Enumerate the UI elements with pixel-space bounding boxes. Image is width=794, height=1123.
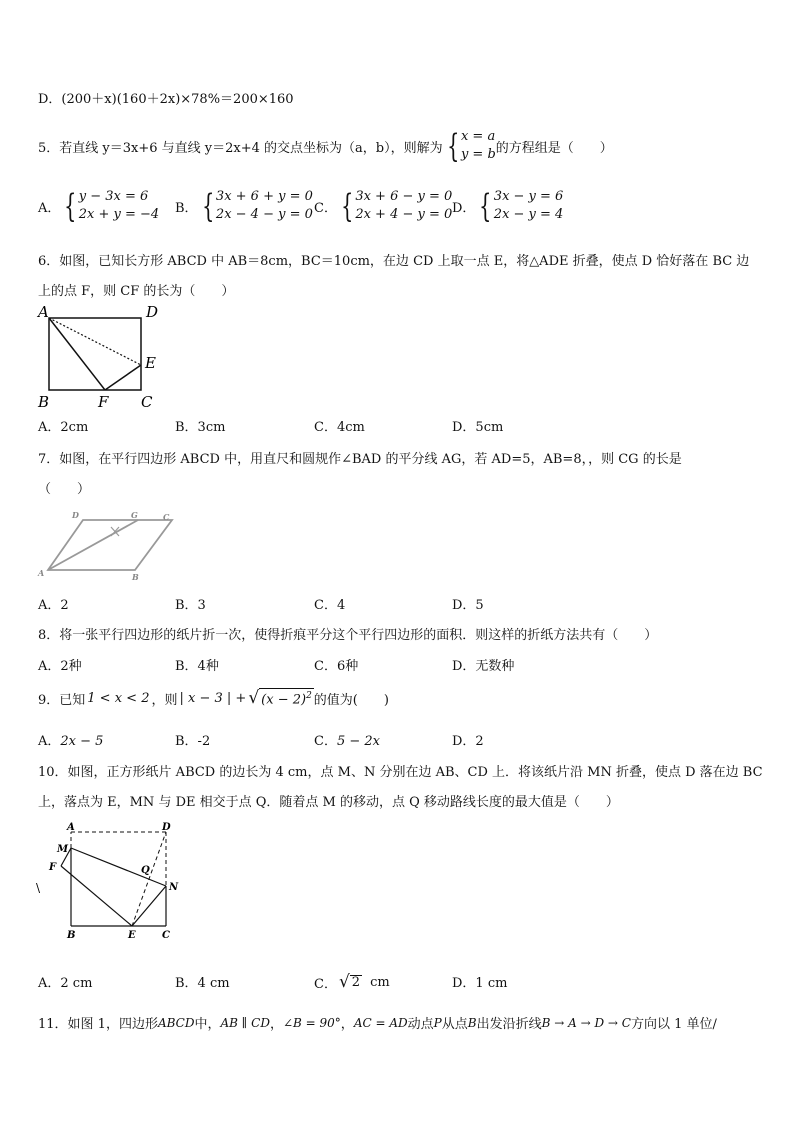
question-6-stem-line1: 6．如图，已知长方形 ABCD 中 AB＝8cm，BC＝10cm，在边 CD 上取一点 E，将△ADE 折叠，使点 D 恰好落在 BC 边 [38,254,750,269]
q11-condition-equal: AC = AD [353,1015,408,1030]
q7-parallelogram-figure [35,506,185,586]
q11-quad-abcd: ABCD [157,1015,195,1030]
q7-option-c: C．4 [314,598,346,613]
q9-condition: 1 < x < 2 [87,690,150,706]
q7-label-d: D [72,510,79,520]
question-7-stem-line2: （ ） [38,482,91,497]
q5-option-c-label: C． [314,200,337,216]
q5-option-c-line1: 3x + 6 − y = 0 [355,189,453,204]
q6-segment-fe [105,365,141,390]
q11-point-b: B [467,1015,477,1030]
q6-label-b: B [38,393,50,411]
q10-option-d: D．1 cm [452,976,508,991]
q10-label-f: F [49,862,57,873]
q10-label-c: C [162,930,170,941]
q6-label-f: F [98,393,109,411]
q10-option-a: A．2 cm [38,976,93,991]
q6-option-c: C．4cm [314,420,365,435]
q10-option-b: B．4 cm [175,976,230,991]
radical-icon: √ [338,972,350,992]
q5-option-d-line2: 2x − y = 4 [493,207,564,222]
q10-options [38,972,758,1012]
q10-label-n: N [169,882,179,893]
q10-segment-de-dashed [132,832,166,926]
question-5-stem [38,126,613,166]
q10-fold-line-mn [71,848,166,886]
q10-option-c [314,972,390,992]
q9-stem-text-b: ，则 [151,692,178,708]
q11-condition-parallel: AB ∥ CD [220,1015,270,1030]
question-7-stem-line1: 7．如图，在平行四边形 ABCD 中，用直尺和圆规作∠BAD 的平分线 AG，若 AD=5，AB=8，，则 CG 的长是 [38,452,682,467]
q6-option-b: B．3cm [175,420,226,435]
q9-option-b: B．-2 [175,734,211,749]
question-10-stem-line2: 上，落点为 E，MN 与 DE 相交于点 Q．随着点 M 的移动，点 Q 移动路线长度的最大值是（ ） [38,795,619,810]
q9-option-c-label: C． [314,734,337,749]
q9-option-d: D．2 [452,734,484,749]
q11-stem-text-d: 从点 [441,1017,468,1032]
q9-radicand [259,688,314,707]
q6-label-e: E [145,354,156,372]
q7-option-a: A．2 [38,598,69,613]
q8-option-a: A．2种 [38,659,82,674]
q5-option-c-line2: 2x + 4 − y = 0 [355,207,453,222]
q9-abs-expression: | x − 3 | + [179,690,247,706]
q6-segment-af [49,318,105,390]
q9-radicand-exponent: 2 [306,691,312,702]
q10-label-q: Q [141,865,150,876]
q6-label-c: C [141,393,153,411]
q5-option-a-label: A． [38,200,61,216]
q8-option-c: C．6种 [314,659,359,674]
question-11-stem [38,1013,717,1032]
q11-separator-2: ， [340,1017,354,1032]
q11-point-p: P [433,1015,442,1030]
q5-stem-text-b: 的方程组是（ ） [495,140,613,156]
q8-option-b: B．4种 [175,659,219,674]
q5-option-d-line1: 3x − y = 6 [493,189,564,204]
q9-option-a-label: A． [38,734,61,749]
q11-stem-text-a: 11．如图 1，四边形 [38,1017,158,1032]
q5-option-a-line2: 2x + y = −4 [78,207,160,222]
q11-stem-text-e: 出发沿折线 [476,1017,542,1032]
q10-option-c-unit: cm [370,974,390,990]
q9-stem-text-a: 9．已知 [38,692,86,708]
q7-label-b: B [132,572,139,582]
brace-icon: { [446,127,459,165]
q7-option-d: D．5 [452,598,484,613]
q10-label-b: B [67,930,76,941]
q11-separator-1: ， [269,1017,283,1032]
q7-label-g: G [131,510,138,520]
q6-option-d: D．5cm [452,420,504,435]
q9-option-a [38,730,103,749]
q10-stray-mark: \ [36,881,41,895]
brace-icon: { [341,187,354,225]
q5-sys-line1: x = a [460,129,496,144]
q9-stem-text-c: 的值为( ) [313,692,389,708]
q11-stem-text-f: 方向以 1 单位/ [630,1017,717,1032]
q10-label-m: M [57,844,69,855]
question-10-stem-line1: 10．如图，正方形纸片 ABCD 的边长为 4 cm，点 M、N 分别在边 AB、CD 上．将该纸片沿 MN 折叠，使点 D 落在边 BC [38,765,763,780]
q6-segment-ae-dotted [49,318,141,365]
q5-option-a [38,188,159,224]
q10-option-c-label: C． [314,976,337,992]
q9-option-a-expr: 2x − 5 [60,734,104,749]
q5-option-b-label: B． [175,200,198,216]
q10-label-a: A [67,822,75,833]
q10-option-c-radicand: 2 [351,974,361,990]
q5-option-a-line1: y − 3x = 6 [78,189,149,204]
q9-radicand-base: (x − 2) [261,692,307,708]
q5-options [38,188,758,228]
q10-square-figure [30,812,190,944]
q6-label-d: D [146,303,159,321]
brace-icon: { [201,187,214,225]
q10-segment-en [132,886,166,926]
brace-icon: { [64,187,77,225]
q5-option-d [452,188,563,224]
question-8-stem: 8．将一张平行四边形的纸片折一次，使得折痕平分这个平行四边形的面积．则这样的折纸方法共有（ ） [38,628,658,643]
question-6-stem-line2: 上的点 F，则 CF 的长为（ ） [38,284,235,299]
q11-condition-angle: ∠B = 90° [282,1015,341,1030]
q5-stem-text-a: 5．若直线 y＝3x+6 与直线 y＝2x+4 的交点坐标为（a，b），则解为 [38,140,443,156]
q7-bisector-ag [48,520,138,570]
q5-option-b-line2: 2x − 4 − y = 0 [215,207,313,222]
q7-label-a: A [38,568,45,578]
q4-option-d: D．(200＋x)(160＋2x)×78%＝200×160 [38,92,294,107]
q11-stem-text-b: 中， [194,1017,221,1032]
q9-option-c-expr: 5 − 2x [336,734,380,749]
q7-option-b: B．3 [175,598,206,613]
brace-icon: { [479,187,492,225]
q7-label-c: C [163,512,170,522]
q8-option-d: D．无数种 [452,659,515,674]
q9-option-c [314,730,380,749]
q10-label-e: E [128,930,136,941]
q10-segment-fe [61,866,132,926]
q7-parallelogram-abcd [48,520,172,570]
q5-sys-line2: y = b [460,147,496,162]
q6-label-a: A [38,303,49,321]
radical-icon: √ [248,688,260,708]
q5-option-b-line1: 3x + 6 + y = 0 [215,189,313,204]
q6-option-a: A．2cm [38,420,89,435]
q6-rectangle-figure [30,300,170,412]
q5-option-c [314,188,452,224]
q5-option-b [175,188,313,224]
q5-option-d-label: D． [452,200,476,216]
q5-solution-system [443,128,496,164]
q6-rectangle-abcd [49,318,141,390]
q11-path: B → A → D → C [541,1015,631,1030]
question-9-stem [38,688,389,708]
q11-stem-text-c: 动点 [407,1017,434,1032]
q10-label-d: D [162,822,171,833]
